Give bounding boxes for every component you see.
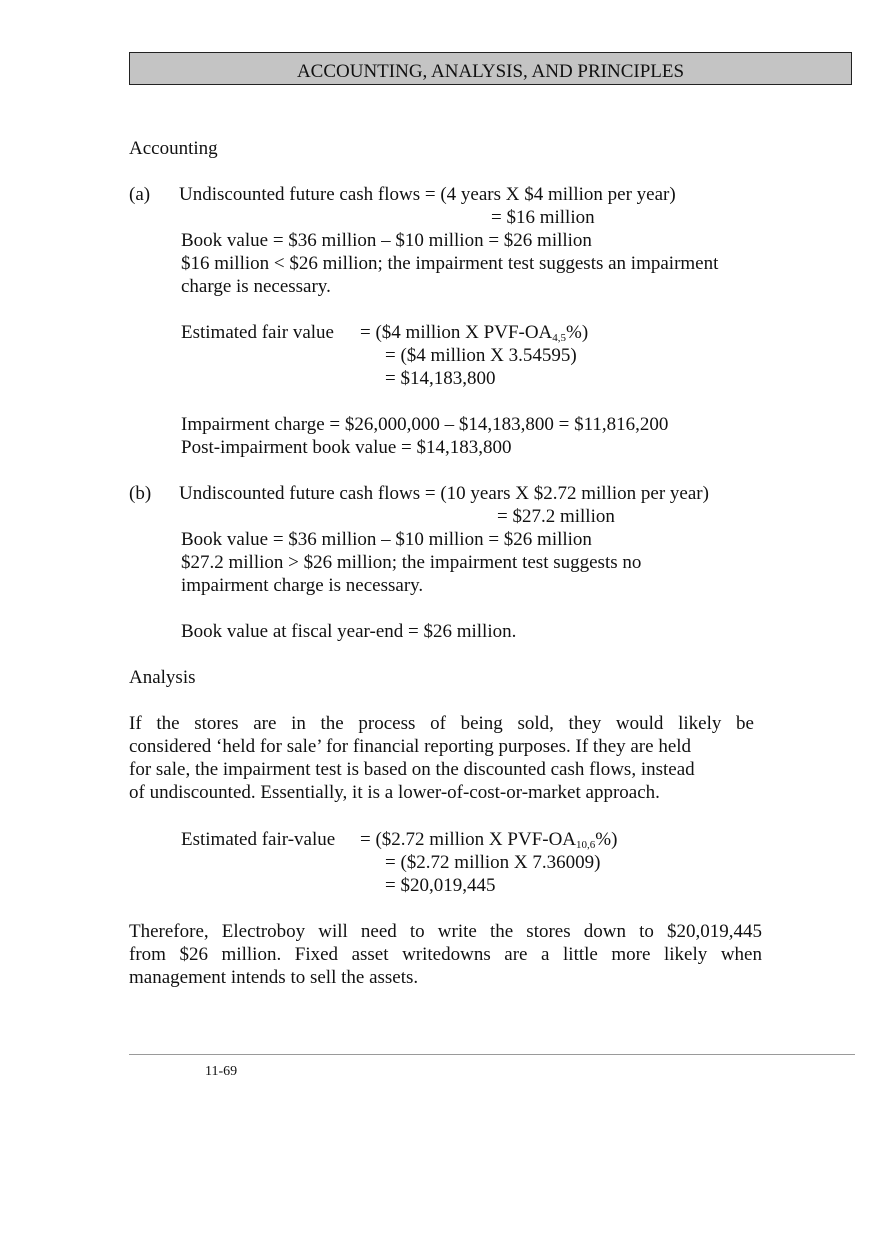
part-b-marker: (b) <box>129 483 152 504</box>
analysis-fv-line-3: = $20,019,445 <box>385 875 496 896</box>
part-a-line-4: $16 million < $26 million; the impairment test suggests an impairment <box>181 253 719 274</box>
analysis-fv-line-2: = ($2.72 million X 7.36009) <box>385 852 601 873</box>
part-a-fv-line-1: = ($4 million X PVF-$OA_{4,5}\%$) <box>360 322 589 344</box>
header-title: ACCOUNTING, ANALYSIS, AND PRINCIPLES <box>296 61 685 82</box>
post-impairment-book-value: Post-impairment book value = $14,183,800 <box>181 437 512 458</box>
part-b-line-5: impairment charge is necessary. <box>181 575 424 596</box>
header-banner <box>129 52 852 85</box>
analysis-p2-line-1: Therefore, Electroboy will need to write the stores down to $20,019,445 <box>129 921 762 942</box>
footer-divider <box>129 1054 855 1055</box>
part-a-line-2: = $16 million <box>491 207 595 228</box>
part-b-line-6: Book value at fiscal year-end = $26 million. <box>181 621 517 642</box>
impairment-charge: Impairment charge = $26,000,000 – $14,183,800 = $11,816,200 <box>181 414 669 435</box>
part-b-line-3: Book value = $36 million – $10 million = $26 million <box>181 529 592 550</box>
part-a-line-3: Book value = $36 million – $10 million = $26 million <box>181 230 592 251</box>
accounting-heading: Accounting <box>129 138 218 159</box>
analysis-p2-line-2: from $26 million. Fixed asset writedowns are a little more likely when <box>129 944 762 965</box>
analysis-p1-line-1: If the stores are in the process of being sold, they would likely be <box>129 713 754 734</box>
analysis-p1-line-4: of undiscounted. Essentially, it is a lower-of-cost-or-market approach. <box>129 782 660 803</box>
analysis-p1-line-2: considered ‘held for sale’ for financial reporting purposes. If they are held <box>129 736 692 757</box>
part-a-fv-line-2: = ($4 million X 3.54595) <box>385 345 577 366</box>
part-a-line-5: charge is necessary. <box>181 276 331 297</box>
analysis-fv-label: Estimated fair-value <box>181 829 336 850</box>
part-b-line-4: $27.2 million > $26 million; the impairment test suggests no <box>181 552 642 573</box>
pvf-subscript: 4,5 <box>552 332 567 344</box>
page-number: 11-69 <box>205 1064 238 1079</box>
part-b-line-2: = $27.2 million <box>497 506 615 527</box>
part-a-marker: (a) <box>129 184 151 205</box>
part-a-line-1: Undiscounted future cash flows = (4 years X $4 million per year) <box>179 184 676 205</box>
part-b-line-1: Undiscounted future cash flows = (10 years X $2.72 million per year) <box>179 483 709 504</box>
part-a-fv-line-3: = $14,183,800 <box>385 368 496 389</box>
pvf-subscript: 10,6 <box>576 839 596 851</box>
part-a-fv-label: Estimated fair value <box>181 322 334 343</box>
analysis-fv-line-1: = ($2.72 million X PVF-$OA_{10,6}\%$) <box>360 829 618 851</box>
analysis-heading: Analysis <box>129 667 196 688</box>
analysis-p2-line-3: management intends to sell the assets. <box>129 967 419 988</box>
analysis-p1-line-3: for sale, the impairment test is based on the discounted cash flows, instead <box>129 759 695 780</box>
